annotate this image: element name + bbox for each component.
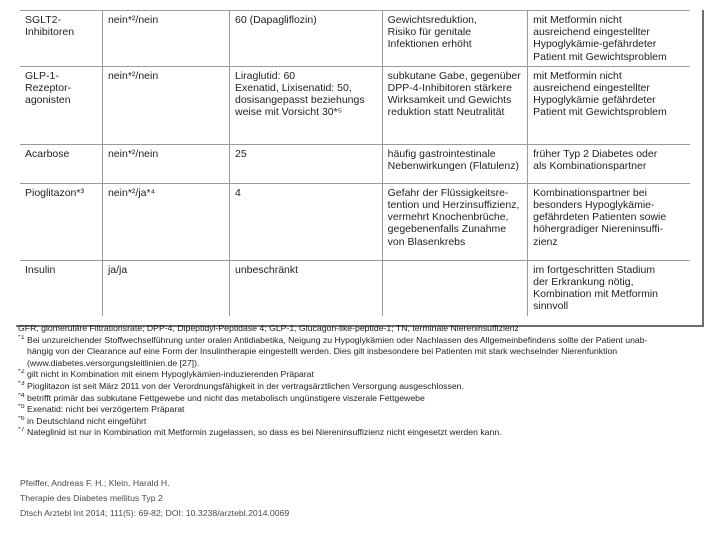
footnote-text: Pioglitazon ist seit März 2011 von der Verordnungsfähigkeit in der vertragsärztlichen Versorgung ausgeschlossen. [27, 380, 464, 391]
footnote-mark: *7 [18, 427, 25, 434]
footnote-text: Exenatid: nicht bei verzögertem Präparat [27, 404, 185, 415]
footnote-text: in Deutschland nicht eingeführt [27, 415, 147, 426]
properties-cell: Gefahr der Flüssigkeitsre- tention und Herzinsuffizienz, vermehrt Knochenbrüche, gegebenenfalls Zunahme von Blasenkrebs [382, 183, 527, 260]
usage-cell: früher Typ 2 Diabetes oder als Kombinationspartner [528, 144, 690, 183]
gfr-cell: 4 [230, 183, 383, 260]
hypoglycemia-cell: nein*²/nein [102, 11, 229, 67]
footnote-text: Bei unzureichender Stoffwechselführung unter oralen Antidiabetika, Neigung zu Hypoglykämien oder Nachlassen des Allgemeinbefindens sollte der Patient unab- [27, 334, 648, 345]
drug-name-cell: Insulin [20, 260, 102, 315]
footnote-1-cont: hängig von der Clearance auf eine Form der Insulintherapie eingestellt werden. Dies gilt insbesondere bei Patienten mit stark wechselnder Nierenfunktion [27, 346, 618, 357]
drug-name-cell: GLP-1- Rezeptor- agonisten [20, 66, 102, 144]
document-scan [16, 10, 706, 490]
footnote-1 [18, 335, 702, 347]
properties-cell [382, 260, 527, 315]
footnote-1-link: (www.diabetes.versorgungsleitlinien.de [27]). [27, 357, 200, 368]
drug-name-cell: Acarbose [20, 144, 102, 183]
properties-cell: subkutane Gabe, gegenüber DPP-4-Inhibitoren stärkere Wirksamkeit und Gewichts reduktion statt Neutralität [382, 66, 527, 144]
usage-cell: im fortgeschritten Stadium der Erkrankung nötig, Kombination mit Metformin sinnvoll [528, 260, 690, 315]
footnote-6 [18, 416, 702, 428]
hypoglycemia-cell: nein*²/ja*⁴ [102, 183, 229, 260]
footnote-mark: *5 [18, 404, 25, 411]
footnote-mark: *4 [18, 392, 25, 399]
table-row [20, 144, 690, 183]
hypoglycemia-cell: nein*²/nein [102, 144, 229, 183]
hypoglycemia-cell: ja/ja [102, 260, 229, 315]
footnote-text: gilt nicht in Kombination mit einem Hypoglykämien-induzierenden Präparat [27, 369, 314, 380]
footnote-mark: *1 [18, 334, 25, 341]
gfr-cell: Liraglutid: 60 Exenatid, Lixisenatid: 50, dosisangepasst beziehungs weise mit Vorsicht 30*⁵ [230, 66, 383, 144]
hypoglycemia-cell: nein*²/nein [102, 66, 229, 144]
drug-table [20, 10, 690, 316]
gfr-cell: 25 [230, 144, 383, 183]
footnote-mark: *2 [18, 369, 25, 376]
citation-source: Dtsch Arztebl Int 2014; 111(5): 69-82; DOI: 10.3238/arztebl.2014.0069 [20, 508, 290, 518]
properties-cell: Gewichtsreduktion, Risiko für genitale Infektionen erhöht [382, 11, 527, 67]
drug-table-frame [16, 10, 704, 327]
gfr-cell: 60 (Dapagliflozin) [230, 11, 383, 67]
footnote-mark: *3 [18, 380, 25, 388]
footnote-2 [18, 369, 702, 381]
footnote-text: betrifft primär das subkutane Fettgewebe und nicht das metabolisch ungünstigere viszerale Fettgewebe [27, 392, 425, 403]
table-row [20, 260, 690, 315]
drug-name-cell: SGLT2-Inhibitoren [20, 11, 102, 67]
footnote-mark: *6 [18, 415, 25, 422]
citation [20, 476, 289, 521]
usage-cell: mit Metformin nicht ausreichend eingestellter Hypoglykämie gefährdeter Patient mit Gewichtsproblem [528, 66, 690, 144]
table-row [20, 66, 690, 144]
drug-name-cell: Pioglitazon*³ [20, 183, 102, 260]
gfr-cell: unbeschränkt [230, 260, 383, 315]
footnote-7 [18, 427, 702, 439]
footnote-3 [18, 381, 702, 393]
abbreviations-note: GFR, glomeruläre Filtrationsrate; DPP-4, Dipeptidyl-Peptidase 4; GLP-1, Glucagon-like-peptide-1; TN, terminale Niereninsuffizienz [18, 323, 519, 333]
properties-cell: häufig gastrointestinale Nebenwirkungen (Flatulenz) [382, 144, 527, 183]
footnotes [18, 323, 702, 439]
footnote-4 [18, 393, 702, 405]
citation-title: Therapie des Diabetes mellitus Typ 2 [20, 493, 163, 503]
footnote-text: Nateglinid ist nur in Kombination mit Metformin zugelassen, so dass es bei Niereninsuffizienz nicht eingesetzt werden kann. [27, 427, 502, 438]
table-row [20, 183, 690, 260]
citation-authors: Pfeiffer, Andreas F. H.; Klein, Harald H. [20, 478, 170, 488]
usage-cell: Kombinationspartner bei besonders Hypoglykämie- gefährdeten Patienten sowie höhergradiger Niereninsuffi- zienz [528, 183, 690, 260]
usage-cell: mit Metformin nicht ausreichend eingestellter Hypoglykämie-gefährdeter Patient mit Gewichtsproblem [528, 11, 690, 67]
footnote-5 [18, 404, 702, 416]
table-row [20, 11, 690, 67]
